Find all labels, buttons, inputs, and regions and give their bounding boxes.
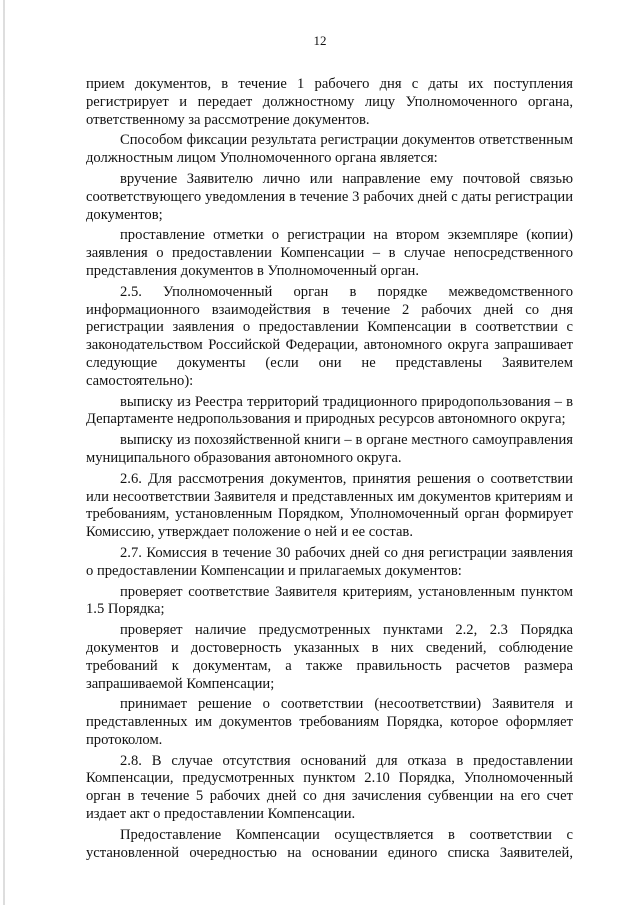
paragraph: выписку из похозяйственной книги – в органе местного самоуправления муниципального образования автономного округа. <box>86 432 573 466</box>
paragraph: Предоставление Компенсации осуществляется в соответствии с установленной очередностью на основании единого списка Заявителей, <box>86 826 573 861</box>
paragraph: 2.8. В случае отсутствия оснований для отказа в предоставлении Компенсации, предусмотренных пунктом 2.10 Порядка, Уполномоченный орган в течение 5 рабочих дней со дня зачисления субвенции на его счет издает акт о предоставлении Компенсации. <box>86 752 573 823</box>
scan-edge <box>3 0 5 905</box>
paragraph: проставление отметки о регистрации на втором экземпляре (копии) заявления о предоставлении Компенсации – в случае непосредственного представления документов в Уполномоченный орган. <box>86 227 573 279</box>
paragraph: 2.6. Для рассмотрения документов, принятия решения о соответствии или несоответствии Заявителя и представленных им документов критериям и требованиям, установленным Порядком, Уполномоченный орган формирует Комиссию, утверждает положение о ней и ее состав. <box>86 470 573 541</box>
paragraph: вручение Заявителю лично или направление ему почтовой связью соответствующего уведомления в течение 3 рабочих дней с даты регистрации документов; <box>86 170 573 223</box>
paragraph: 2.5. Уполномоченный орган в порядке межведомственного информационного взаимодействия в течение 2 рабочих дней со дня регистрации заявления о предоставлении Компенсации в соответствии с законодательством Российской Федерации, автономного округа запрашивает следующие документы (если они не представлены Заявителем самостоятельно): <box>86 283 573 389</box>
paragraph: проверяет соответствие Заявителя критериям, установленным пунктом 1.5 Порядка; <box>86 583 573 618</box>
paragraph: 2.7. Комиссия в течение 30 рабочих дней со дня регистрации заявления о предоставлении Компенсации и прилагаемых документов: <box>86 544 573 579</box>
paragraph: прием документов, в течение 1 рабочего дня с даты их поступления регистрирует и передает должностному лицу Уполномоченного органа, ответственному за рассмотрение документов. <box>86 76 573 128</box>
paragraph: Способом фиксации результата регистрации документов ответственным должностным лицом Уполномоченного органа является: <box>86 132 573 167</box>
page-number: 12 <box>313 33 327 48</box>
paragraph: выписку из Реестра территорий традиционного природопользования – в Департаменте недропользования и природных ресурсов автономного округа; <box>86 393 573 428</box>
paragraph: проверяет наличие предусмотренных пунктами 2.2, 2.3 Порядка документов и достоверность указанных в них сведений, соблюдение требований к документам, а также правильность расчетов размера запрашиваемой Компенсации; <box>86 622 573 692</box>
paragraph: принимает решение о соответствии (несоответствии) Заявителя и представленных им документов требованиям Порядка, которое оформляет протоколом. <box>86 696 573 748</box>
document-body <box>86 76 573 862</box>
